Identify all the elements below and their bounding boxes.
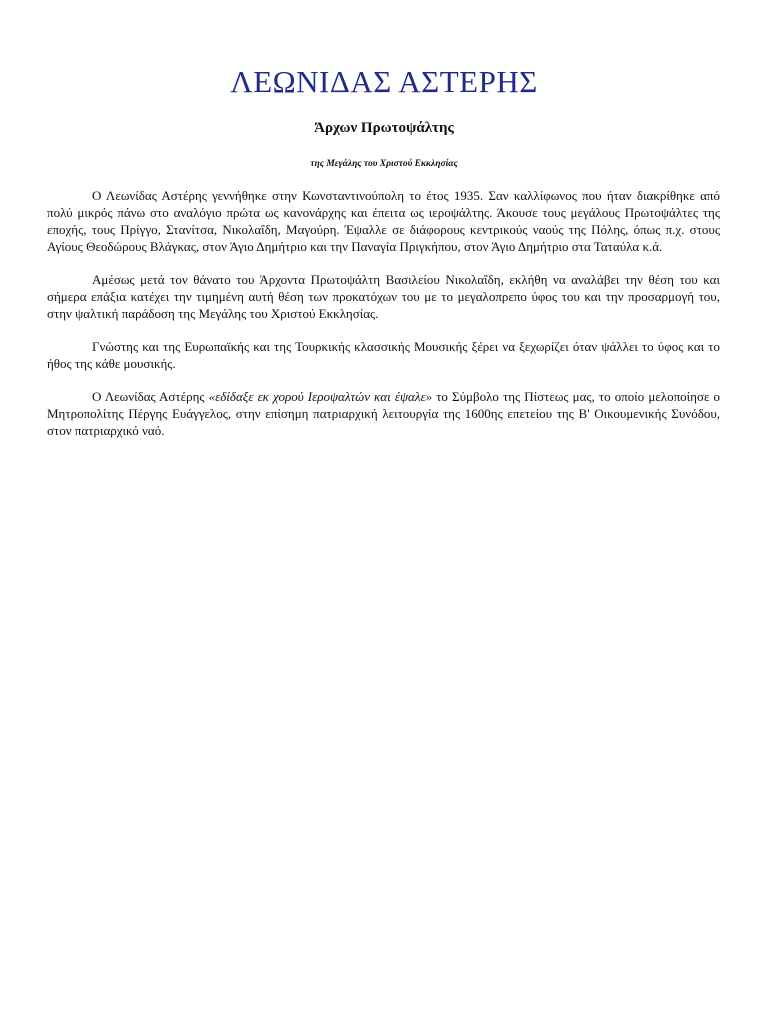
paragraph-4-start: Ο Λεωνίδας Αστέρης <box>92 389 209 404</box>
page-title: ΛΕΩΝΙΔΑΣ ΑΣΤΕΡΗΣ <box>230 64 538 99</box>
paragraph-2: Αμέσως μετά τον θάνατο του Άρχοντα Πρωτοψάλτη Βασιλείου Νικολαΐδη, εκλήθη να αναλάβει την θέση του και σήμερα επάξια κατέχει την τιμημένη αυτή θέση των προκατόχων του με το μεγαλοπρεπο ύφος του και την προσαρμογή του, στην ψαλτική παράδοση της Μεγάλης του Χριστού Εκκλησίας. <box>47 272 720 321</box>
dedication-line: της Μεγάλης του Χριστού Εκκλησίας <box>310 159 458 169</box>
paragraph-4 <box>47 388 720 439</box>
paragraph-1: Ο Λεωνίδας Αστέρης γεννήθηκε στην Κωνσταντινούπολη το έτος 1935. Σαν καλλίφωνος που ήταν διακρίθηκε από πολύ μικρός πάνω στο αναλόγιο πρώτα ως κανονάρχης και έπειτα ως ιεροψάλτης. Άκουσε τους μεγάλους Πρωτοψάλτες της εποχής, τους Πρίγγο, Στανίτσα, Νικολαΐδη, Μαγούρη. Έψαλλε σε διάφορους κεντρικούς ναούς της Πόλης, όπως π.χ. στους Αγίους Θεοδώρους Βλάγκας, στον Άγιο Δημήτριο και την Παναγία Πριγκήπου, στον Άγιο Δημήτριο στα Ταταύλα κ.ά. <box>47 188 720 254</box>
paragraph-4-quote: «εδίδαξε εκ χορού Ιεροψαλτών και έψαλε» <box>208 389 433 404</box>
page-subtitle: Άρχων Πρωτοψάλτης <box>314 120 454 136</box>
paragraph-3: Γνώστης και της Ευρωπαϊκής και της Τουρκικής κλασσικής Μουσικής ξέρει να ξεχωρίζει όταν ψάλλει το ύφος και το ήθος της κάθε μουσικής. <box>47 339 720 371</box>
paragraph-4-end: το Σύμβολο της Πίστεως μας, το οποίο μελοποίησε ο Μητροπολίτης Πέργης Ευάγγελος, στην επίσημη πατριαρχική λειτουργία της 1600ης επετείου της Β' Οικουμενικής Συνόδου, στον πατριαρχικό ναό. <box>47 389 720 438</box>
body-text <box>47 187 720 455</box>
